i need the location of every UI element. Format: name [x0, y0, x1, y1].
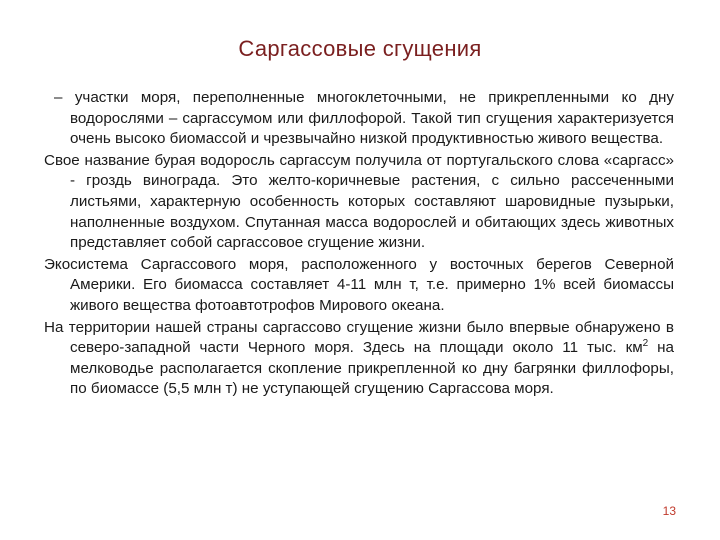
paragraph-definition: – участки моря, переполненные многоклеточными, не прикрепленными ко дну водорослями – саргассумом или филлофорой. Такой тип сгущения характеризуется очень высоко биомассой и чрезвычайно низкой продуктивностью живого вещества. — [54, 89, 674, 148]
paragraph-black-sea-text-2: на мелководье располагается скопление прикрепленной ко дну багрянки филлофоры, по биомассе (5,5 млн т) не уступающей сгущению Саргассова моря. — [70, 339, 674, 398]
slide-title: Саргассовые сгущения — [238, 36, 482, 61]
paragraph-black-sea-text-1: На территории нашей страны саргассово сгущение жизни было впервые обнаружено в северо-западной части Черного моря. Здесь на площади около 11 тыс. км — [44, 318, 674, 357]
paragraph-ecosystem: Экосистема Саргассового моря, расположенного у восточных берегов Северной Америки. Его биомасса составляет 4-11 млн т, т.е. примерно 1% всей биомассы живого вещества фотоавтотрофов Мирового океана. — [44, 255, 674, 314]
paragraph-name-origin: Свое название бурая водоросль саргассум получила от португальского слова «саргасс» - гроздь винограда. Это желто-коричневые растения, с сильно рассеченными листьями, характерную особенность которых составляют шаровидные пузырьки, наполненные воздухом. Спутанная масса водорослей и обитающих здесь животных представляет собой саргассовое сгущение жизни. — [44, 151, 674, 252]
slide-body — [44, 88, 674, 401]
superscript-two: 2 — [642, 338, 649, 350]
paragraph-black-sea — [44, 318, 674, 400]
page-number: 13 — [662, 504, 676, 518]
